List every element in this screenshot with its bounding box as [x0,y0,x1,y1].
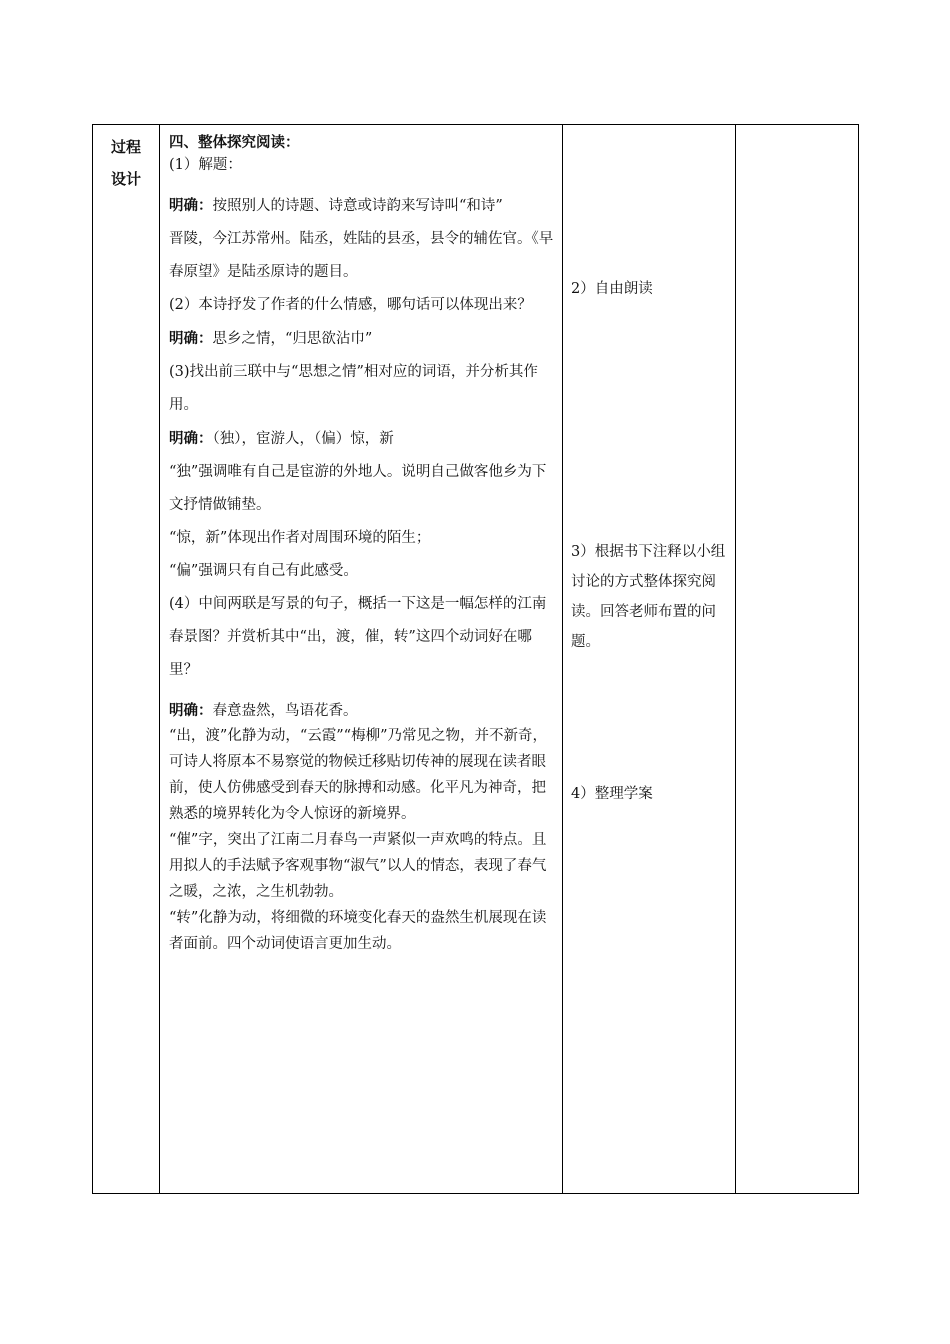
notes-cell [736,125,859,1194]
q3-explain-1: “独”强调唯有自己是宦游的外地人。说明自己做客他乡为下文抒情做铺垫。 [169,464,547,513]
section-title: 四、整体探究阅读： [169,134,300,151]
q1-title: (1）解题： [169,157,242,173]
row-label [93,125,159,195]
q3-title: (3)找出前三联中与“思想之情”相对应的词语，并分析其作用。 [169,364,538,413]
q1-answer [169,189,556,223]
row-label-line-1: 过程 [110,138,141,156]
row-label-cell [93,125,160,1194]
answer-text: 思乡之情，“归思欲沾巾” [212,331,373,347]
row-label-line-2: 设计 [110,170,141,188]
student-activities [563,125,735,1193]
answer-label: 明确： [169,330,213,347]
teaching-content-cell [160,125,563,1194]
q2-answer [169,322,556,356]
q4-explain-1: “出，渡”化静为动，“云霞”“梅柳”乃常见之物，并不新奇，可诗人将原本不易察觉的物候迁移贴切传神的展现在读者眼前，使人仿佛感受到春天的脉搏和动感。化平凡为神奇，把熟悉的境界转化为令人惊讶的新境界。 [169,728,547,822]
answer-text: （独），宦游人，（偏）惊，新 [212,431,394,447]
answer-text: 按照别人的诗题、诗意或诗韵来写诗叫“和诗” [212,198,503,214]
q2-title: (2）本诗抒发了作者的什么情感，哪句话可以体现出来？ [169,297,532,313]
activity-2: 2）自由朗读 [571,281,653,297]
q1-note: 晋陵，今江苏常州。陆丞，姓陆的县丞，县令的辅佐官。《早春原望》是陆丞原诗的题目。 [169,231,554,280]
lesson-plan-table [92,124,859,1194]
q3-explain-2: “惊，新”体现出作者对周围环境的陌生； [169,530,431,546]
answer-label: 明确： [169,430,213,447]
student-activity-cell [563,125,736,1194]
answer-label: 明确： [169,702,213,719]
q4-explain-3: “转”化静为动，将细微的环境变化春天的盎然生机展现在读者面前。四个动词使语言更加生动。 [169,910,547,952]
process-design-row [93,125,859,1194]
activity-4: 4）整理学案 [571,786,653,802]
answer-label: 明确： [169,197,213,214]
q3-explain-3: “偏”强调只有自己有此感受。 [169,563,358,579]
q4-explain-2: “催”字，突出了江南二月春鸟一声紧似一声欢鸣的特点。且用拟人的手法赋予客观事物“淑气”以人的情态，表现了春气之暖，之浓，之生机勃勃。 [169,832,547,900]
q3-answer [169,422,556,456]
activity-3: 3）根据书下注释以小组讨论的方式整体探究阅读。回答老师布置的问题。 [571,544,726,650]
answer-text: 春意盎然，鸟语花香。 [212,703,358,719]
teaching-content [160,125,562,957]
q4-title: (4）中间两联是写景的句子，概括一下这是一幅怎样的江南春景图？并赏析其中“出，渡，催，转”这四个动词好在哪里？ [169,596,547,678]
q4-answer [169,699,556,723]
